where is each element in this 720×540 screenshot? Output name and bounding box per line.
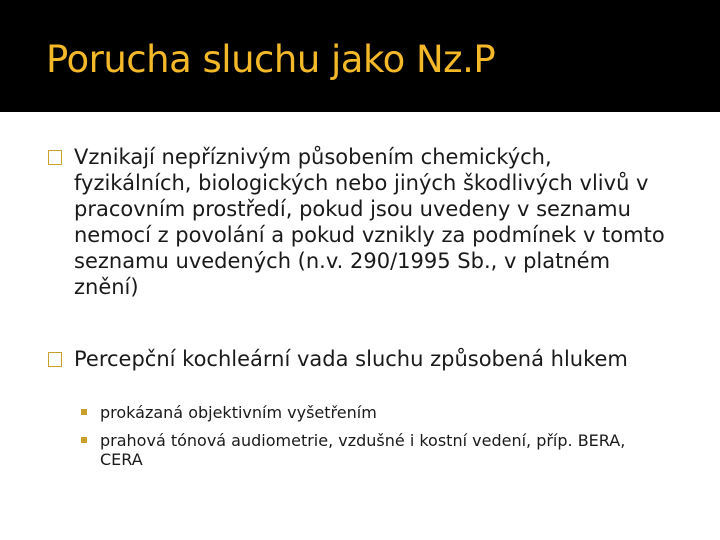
filled-square-bullet-icon (81, 437, 87, 443)
sub-bullet-text: prokázaná objektivním vyšetřením (100, 403, 377, 422)
sub-bullet-text: prahová tónová audiometrie, vzdušné i kostní vedení, příp. BERA, CERA (100, 431, 626, 469)
square-outline-bullet-icon (48, 352, 62, 367)
slide-title: Porucha sluchu jako Nz.P (46, 38, 496, 81)
sub-bullet-item (81, 403, 681, 422)
filled-square-bullet-icon (81, 409, 87, 415)
bullet-text: Vznikají nepříznivým působením chemických, fyzikálních, biologických nebo jiných škodlivých vlivů v pracovním prostředí, pokud jsou uvedeny v seznamu nemocí z povolání a pokud vznikly za podmínek v tomto seznamu uvedených (n.v. 290/1995 Sb., v platném znění) (74, 145, 665, 299)
bullet-item (48, 144, 688, 300)
bullet-text: Percepční kochleární vada sluchu způsobená hlukem (74, 347, 628, 371)
sub-bullet-item (81, 431, 681, 469)
bullet-item (48, 346, 688, 372)
title-bar (0, 0, 720, 112)
square-outline-bullet-icon (48, 150, 62, 165)
